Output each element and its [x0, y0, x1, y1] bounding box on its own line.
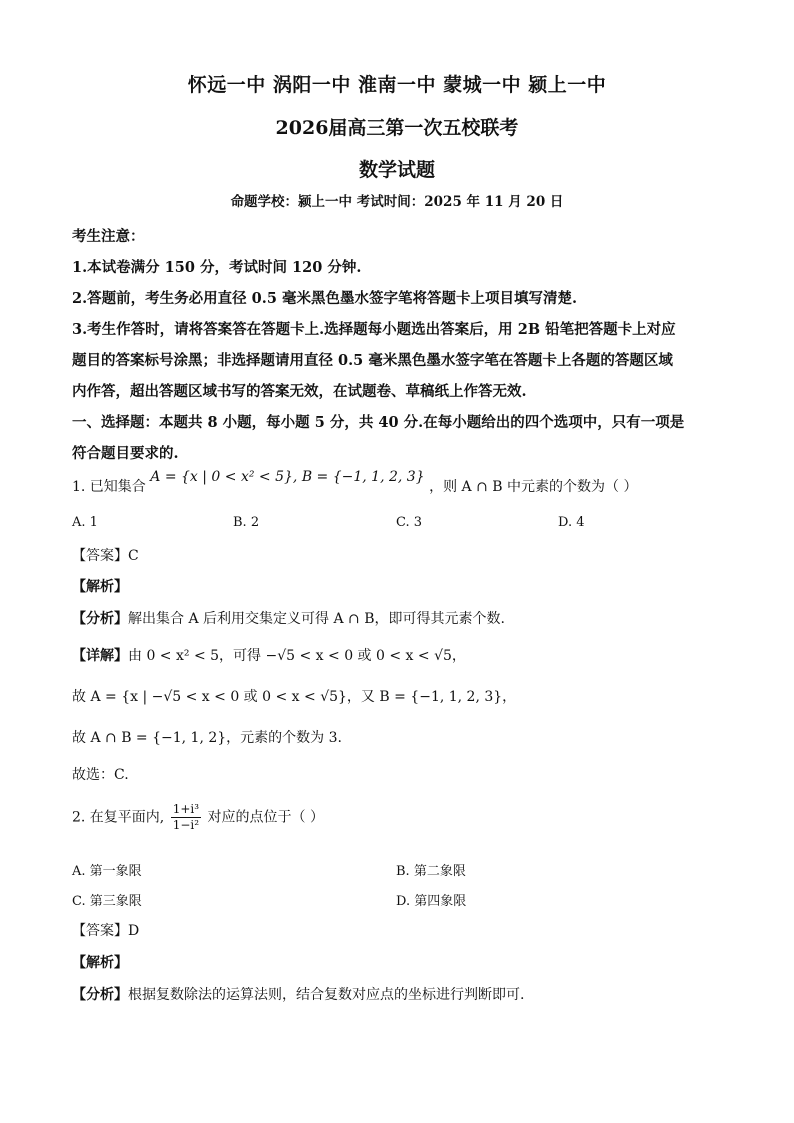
- answer-label: 【答案】: [72, 923, 128, 939]
- detail-label: 【详解】: [72, 648, 128, 664]
- schools-title: 怀远一中 涡阳一中 淮南一中 蒙城一中 颍上一中: [187, 74, 607, 96]
- question-2-suffix: 对应的点位于（ ）: [207, 809, 324, 826]
- fenxi-text: 根据复数除法的运算法则，结合复数对应点的坐标进行判断即可.: [128, 987, 525, 1003]
- question-1-detail-line-1: [72, 645, 466, 665]
- question-1-analysis-label: 【解析】: [72, 579, 128, 595]
- question-2-option-d: D. 第四象限: [396, 894, 467, 909]
- question-2-fraction: [171, 802, 201, 833]
- exam-meta: 命题学校：颍上一中 考试时间：2025 年 11 月 20 日: [230, 194, 564, 210]
- fraction-numerator: 1+i³: [172, 802, 200, 816]
- answer-value: C: [128, 548, 139, 564]
- question-1-set-b: , B = {−1, 1, 2, 3}: [292, 469, 425, 485]
- question-2-stem: [72, 802, 324, 833]
- note-2: 2.答题前，考生务必用直径 0.5 毫米黑色墨水签字笔将答题卡上项目填写清楚.: [72, 290, 578, 307]
- fenxi-label: 【分析】: [72, 987, 128, 1003]
- note-3-line-3: 内作答，超出答题区域书写的答案无效，在试题卷、草稿纸上作答无效.: [72, 383, 527, 400]
- question-1-fenxi: [72, 608, 505, 628]
- question-2-option-b: B. 第二象限: [396, 864, 466, 879]
- answer-value: D: [128, 923, 140, 939]
- note-3-line-1: 3.考生作答时，请将答案答在答题卡上.选择题每小题选出答案后，用 2B 铅笔把答题卡上对应: [72, 321, 676, 338]
- subject-title: 数学试题: [358, 159, 435, 181]
- detail-line-1-text: 由 0 < x² < 5，可得 −√5 < x < 0 或 0 < x < √5，: [128, 648, 466, 664]
- question-2-answer: [72, 920, 139, 940]
- question-2-fenxi: [72, 984, 524, 1004]
- question-1-detail-line-3: 故 A ∩ B = {−1, 1, 2}，元素的个数为 3.: [72, 730, 342, 746]
- question-1-answer: [72, 545, 139, 565]
- question-1-detail-line-2: 故 A = {x | −√5 < x < 0 或 0 < x < √5}，又 B = {−1, 1, 2, 3}，: [72, 689, 517, 705]
- question-1-option-a: A. 1: [72, 515, 98, 530]
- question-1-option-c: C. 3: [396, 515, 423, 530]
- fenxi-label: 【分析】: [72, 611, 128, 627]
- question-2-option-a: A. 第一象限: [72, 864, 142, 879]
- section-1-line-1: 一、选择题：本题共 8 小题，每小题 5 分，共 40 分.在每小题给出的四个选项中，只有一项是: [72, 414, 685, 431]
- question-1-option-b: B. 2: [233, 515, 260, 530]
- question-1-prefix: 1. 已知集合: [72, 479, 146, 495]
- section-1-line-2: 符合题目要求的.: [72, 445, 179, 462]
- question-2-option-c: C. 第三象限: [72, 894, 142, 909]
- fraction-denominator: 1−i²: [172, 818, 200, 832]
- note-1: 1.本试卷满分 150 分，考试时间 120 分钟.: [72, 259, 362, 276]
- answer-label: 【答案】: [72, 548, 128, 564]
- exam-title: 2026届高三第一次五校联考: [275, 117, 519, 139]
- fenxi-text: 解出集合 A 后利用交集定义可得 A ∩ B，即可得其元素个数.: [128, 611, 505, 627]
- question-2-analysis-label: 【解析】: [72, 955, 128, 971]
- question-2-prefix: 2. 在复平面内,: [72, 809, 165, 826]
- note-3-line-2: 题目的答案标号涂黑；非选择题请用直径 0.5 毫米黑色墨水签字笔在答题卡上各题的答题区域: [72, 352, 673, 369]
- notes-heading: 考生注意：: [72, 228, 145, 245]
- question-1-stem: [72, 469, 638, 496]
- question-1-set-a: A = {x | 0 < x² < 5}: [150, 469, 293, 485]
- question-1-suffix: ，则 A ∩ B 中元素的个数为（ ）: [429, 479, 638, 495]
- question-1-conclusion: 故选：C.: [72, 767, 129, 783]
- question-1-option-d: D. 4: [558, 515, 585, 530]
